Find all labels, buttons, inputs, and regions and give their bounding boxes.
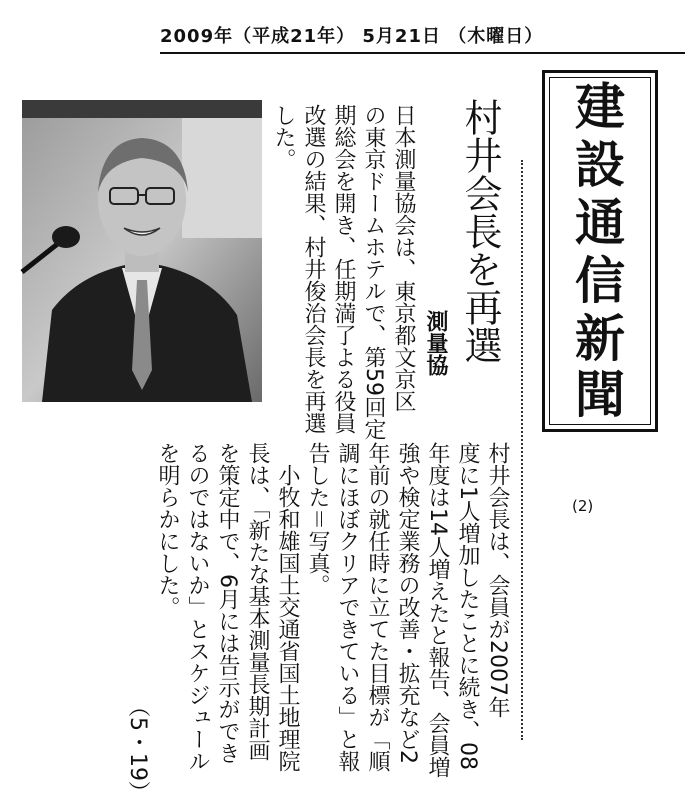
- masthead-char-6: 聞: [575, 366, 625, 424]
- text-line: 年前の就任時に立てた目標が「順: [365, 442, 390, 772]
- text-line: 期総会を開き、任期満了よる役員: [331, 104, 356, 434]
- text-line: 年度は14人増えたと報告、会員増: [425, 442, 450, 778]
- masthead-char-3: 通: [575, 194, 625, 252]
- masthead-char-2: 設: [575, 136, 625, 194]
- text-line: 改選の結果、村井俊治会長を再選: [301, 104, 326, 434]
- page-number: (2): [572, 497, 594, 515]
- text-line: 調にほぼクリアできている」と報: [335, 442, 360, 772]
- text-line: るのではないか」とスケジュール: [185, 442, 210, 772]
- text-line: を策定中で、6月には告示ができ: [215, 442, 240, 764]
- dateline: 2009年（平成21年） 5月21日 （木曜日）: [160, 26, 544, 47]
- newspaper-masthead: [542, 70, 658, 432]
- article-headline: 村井会長を再選: [458, 98, 502, 364]
- text-line: を明らかにした。: [155, 442, 180, 618]
- text-line: 度に1人増加したことに続き、08: [455, 442, 480, 770]
- text-line: 日本測量協会は、東京都文京区: [391, 104, 416, 412]
- text-line: の東京ドームホテルで、第59回定: [361, 104, 386, 440]
- article-lead-text: [266, 104, 418, 440]
- masthead-char-4: 信: [575, 252, 625, 310]
- header-rule: [160, 52, 685, 54]
- speaker-photo: [22, 100, 262, 402]
- text-line: 長は、「新たな基本測量長期計画: [245, 442, 270, 761]
- masthead-char-5: 新: [575, 310, 625, 368]
- masthead-frame: [549, 77, 651, 425]
- article-byline: 測量協: [423, 310, 449, 376]
- article-body-text: [125, 442, 512, 803]
- portrait-icon: [22, 100, 262, 402]
- text-line: 告した＝写真。: [305, 442, 330, 597]
- text-line: 強や検定業務の改善・拡充など2: [395, 442, 420, 764]
- text-line: 小牧和雄国土交通省国土地理院: [275, 442, 300, 772]
- text-line: （5・19）: [125, 442, 150, 803]
- column-divider: [521, 160, 523, 740]
- text-line: 村井会長は、会員が2007年: [485, 442, 510, 718]
- text-line: した。: [271, 104, 296, 170]
- masthead-char-1: 建: [575, 78, 625, 136]
